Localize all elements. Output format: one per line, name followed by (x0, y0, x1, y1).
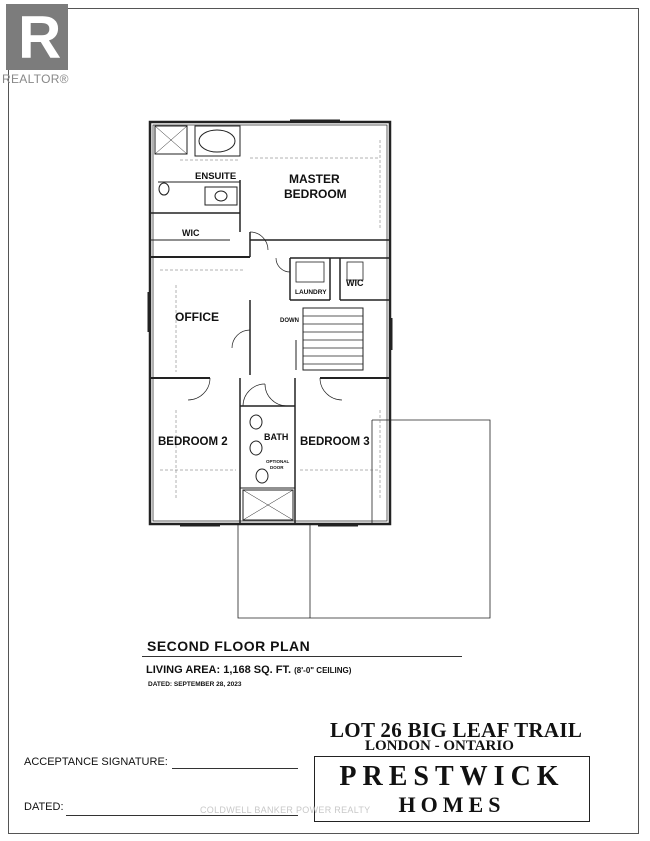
acceptance-signature-label: ACCEPTANCE SIGNATURE: (24, 756, 168, 768)
plan-title: SECOND FLOOR PLAN (147, 638, 311, 654)
room-label-wic-left: WIC (182, 228, 200, 238)
realtor-logo-text: REALTOR® (2, 72, 69, 86)
living-area-text: LIVING AREA: 1,168 SQ. FT. (146, 664, 292, 676)
watermark: COLDWELL BANKER POWER REALTY (200, 805, 371, 815)
lot-address: LOT 26 BIG LEAF TRAIL (330, 718, 583, 742)
note-optional-door-line2: DOOR (270, 465, 284, 470)
acceptance-signature-line (172, 768, 298, 769)
signature-dated-line (66, 815, 298, 816)
stairs-label-down: DOWN (280, 318, 299, 324)
room-label-ensuite: ENSUITE (195, 171, 237, 182)
room-label-master-line2: BEDROOM (284, 187, 347, 201)
room-label-laundry: LAUNDRY (295, 289, 327, 296)
room-label-office: OFFICE (175, 310, 219, 324)
room-label-bath: BATH (264, 432, 289, 442)
ceiling-note: (8'-0" CEILING) (294, 666, 352, 675)
plan-date: DATED: SEPTEMBER 28, 2023 (148, 681, 242, 688)
living-area (146, 664, 351, 676)
garage-outline (238, 420, 490, 618)
signature-dated-label: DATED: (24, 801, 64, 813)
svg-text:R: R (18, 4, 62, 70)
lot-city: LONDON - ONTARIO (365, 738, 514, 754)
room-label-master-line1: MASTER (289, 172, 340, 186)
staircase (303, 308, 363, 370)
builder-name-line1: PRESTWICK (339, 761, 565, 792)
room-label-bedroom2: BEDROOM 2 (158, 436, 228, 448)
room-label-wic-right: WIC (346, 278, 364, 288)
title-rule (142, 656, 462, 657)
room-label-bedroom3: BEDROOM 3 (300, 436, 370, 448)
note-optional-door-line1: OPTIONAL (266, 459, 290, 464)
builder-name-line2: HOMES (398, 792, 506, 817)
